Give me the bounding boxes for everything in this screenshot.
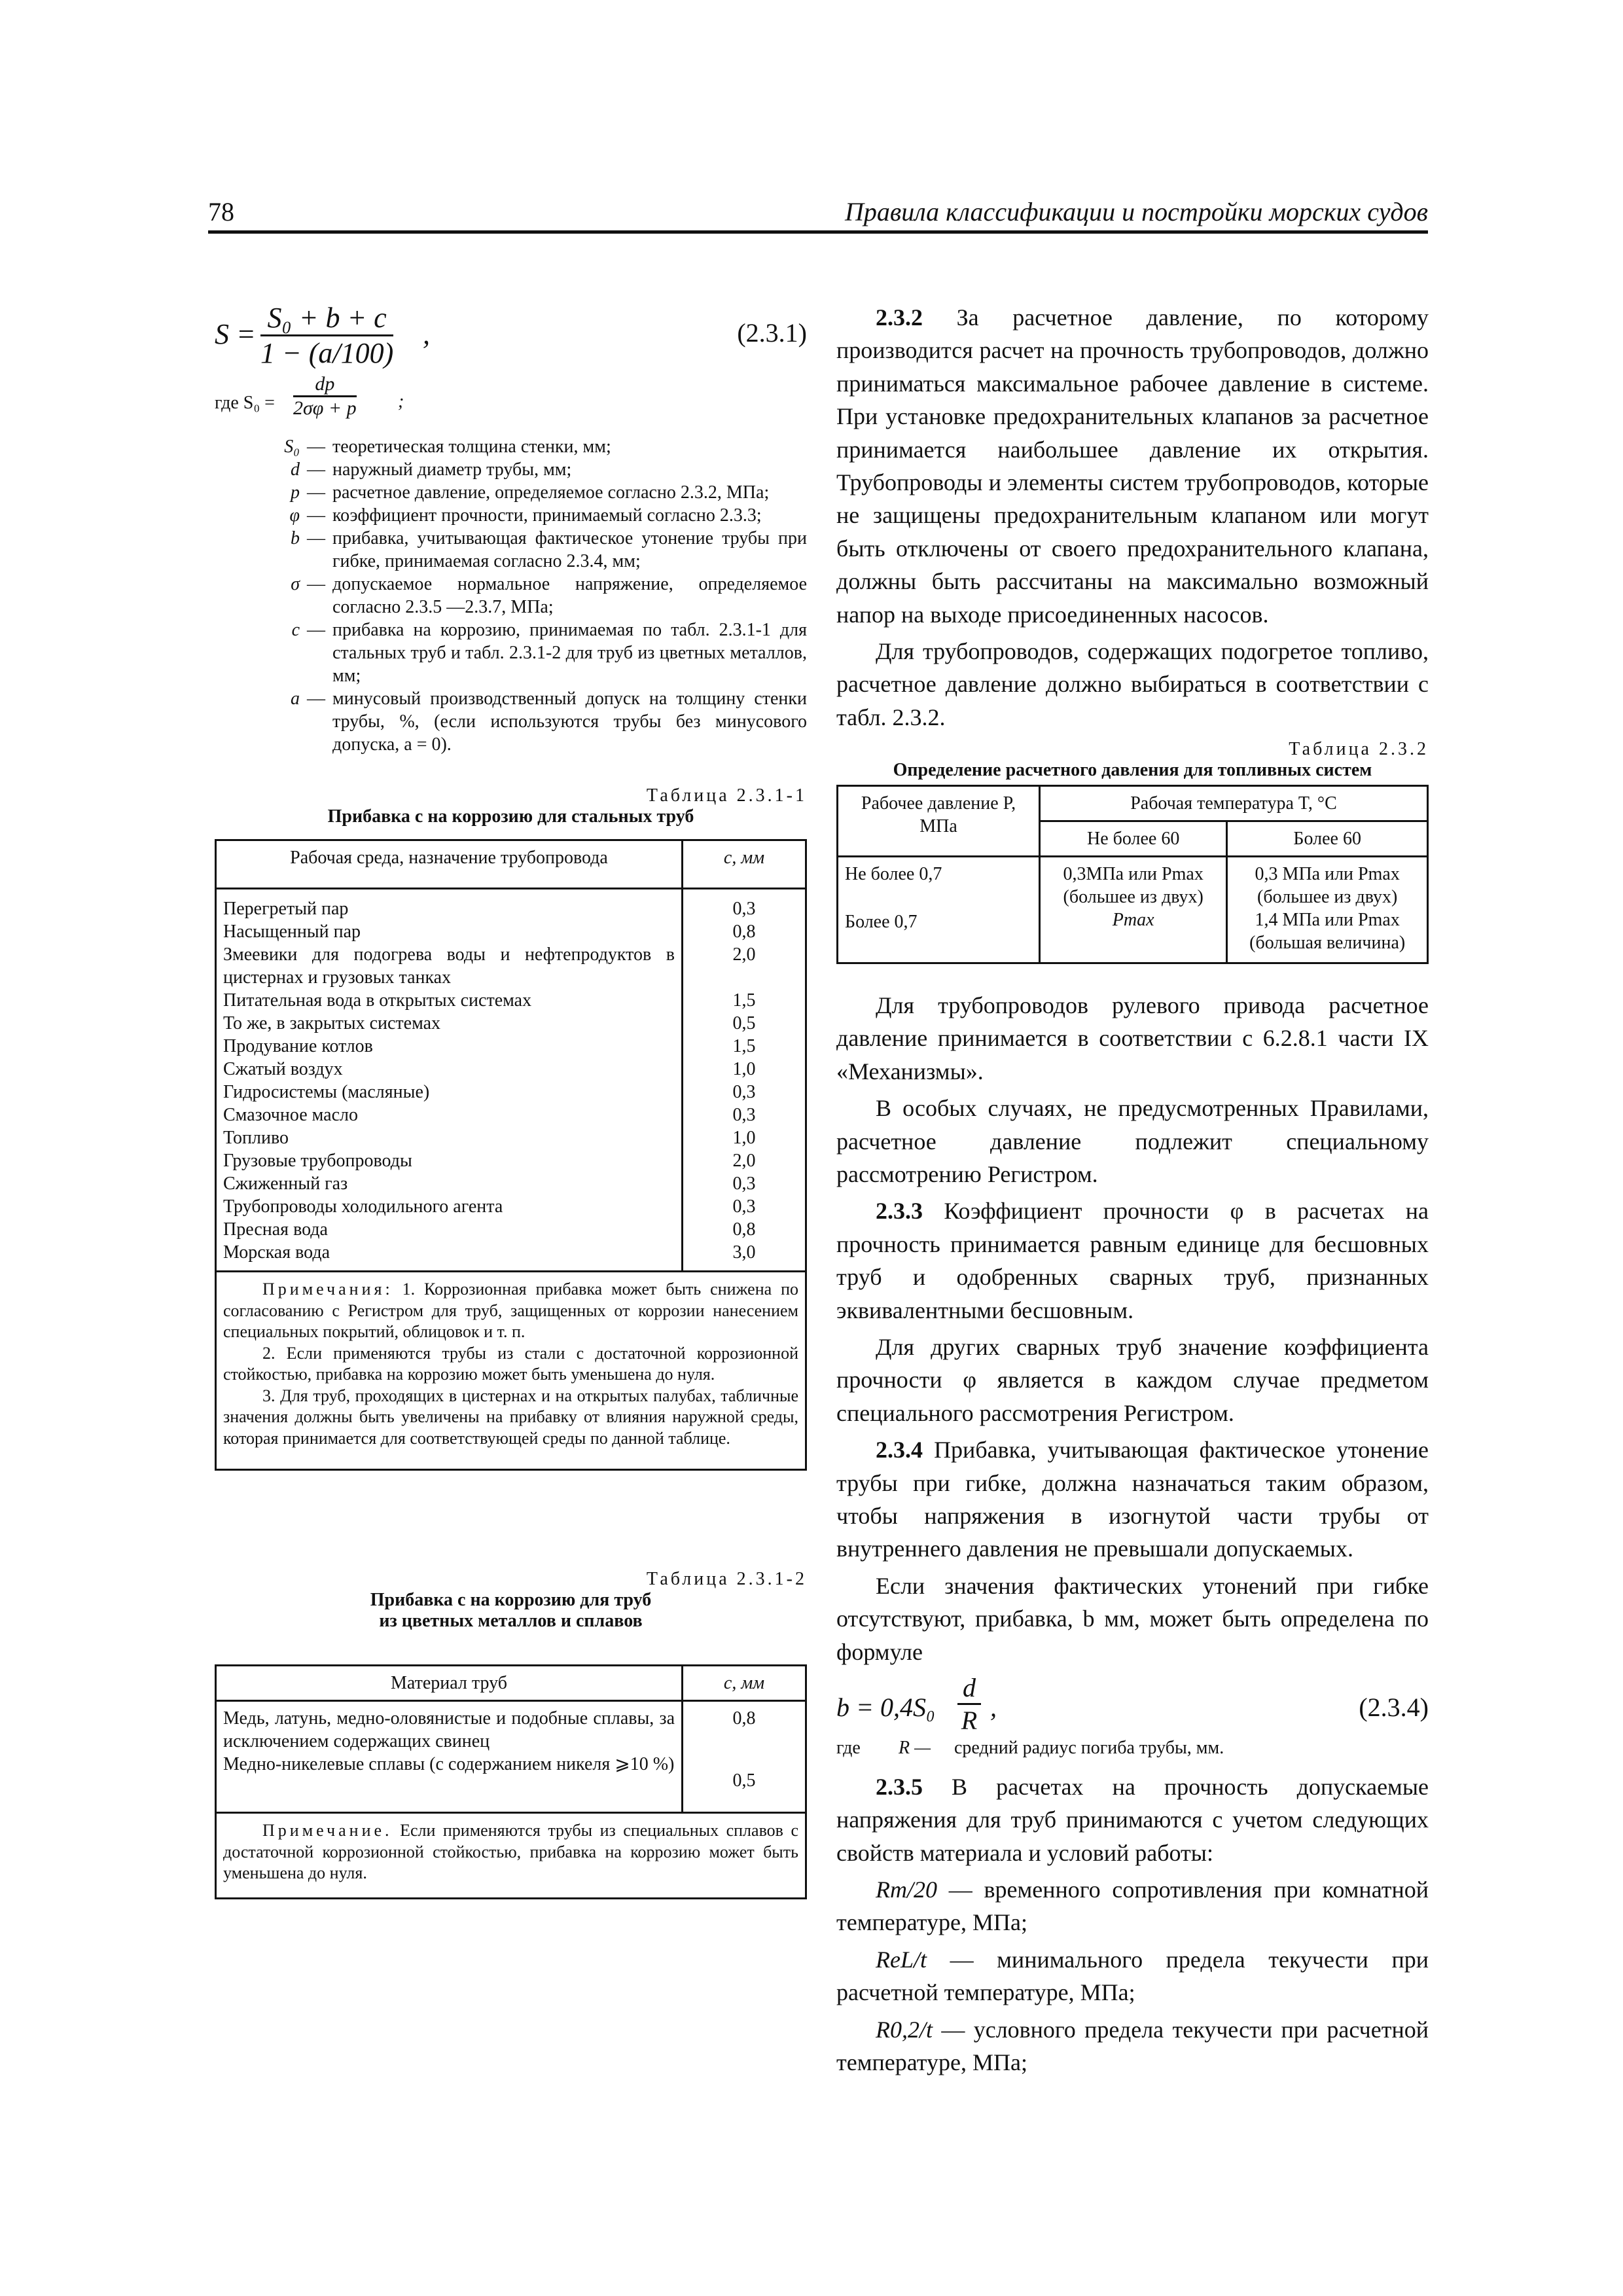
property-text: — временного сопротивления при комнатной температуре, МПа; — [836, 1876, 1429, 1936]
paragraph: Для трубопроводов рулевого привода расчетное давление принимается в соответствии с 6.2.8.1 части IX «Механизмы». — [836, 992, 1429, 1085]
left-column — [215, 301, 807, 1899]
row-name: Перегретый пар — [223, 899, 349, 919]
symbol-desc: наружный диаметр трубы, мм; — [332, 459, 572, 480]
table-label: Таблица 2.3.1-2 — [646, 1569, 807, 1589]
paragraph: Коэффициент прочности φ в расчетах на прочность принимается равным единице для бесшовных труб и одобренных сварных труб, признанных эквивалентными бесшовным. — [836, 1198, 1429, 1323]
formula-denominator: 1 − (a/100) — [260, 337, 394, 369]
table-names-cell — [216, 1701, 683, 1813]
table-names-cell — [216, 889, 683, 1272]
after-table-text — [836, 989, 1429, 1668]
symbol: a — [291, 689, 300, 709]
row-value: 1,5 — [732, 990, 756, 1011]
symbol-desc: прибавка на коррозию, принимаемая по табл. 2.3.1-1 для стальных труб и табл. 2.3.1-2 для труб из цветных металлов, мм; — [332, 620, 807, 686]
formula-fraction — [957, 1672, 981, 1736]
le60-cell — [1040, 857, 1227, 963]
row-name: Сжатый воздух — [223, 1059, 343, 1079]
row-name: Трубопроводы холодильного агента — [223, 1196, 503, 1217]
row-value: 0,5 — [732, 1770, 756, 1791]
header-rule — [208, 230, 1428, 234]
note-text: 2. Если применяются трубы из стали с достаточной коррозионной стойкостью, прибавка на коррозию может быть уменьшена до нуля. — [223, 1343, 798, 1384]
row-name: Питательная вода в открытых системах — [223, 990, 532, 1011]
symbol-list — [215, 435, 807, 756]
running-title: Правила классификации и постройки морских судов — [844, 197, 1428, 226]
pressure-value: Не более 0,7 — [845, 864, 942, 885]
formula-lhs: b = 0,4S₀ — [836, 1692, 935, 1722]
col-header: c, мм — [683, 840, 806, 889]
paragraph: В особых случаях, не предусмотренных Правилами, расчетное давление подлежит специальному рассмотрению Регистром. — [836, 1095, 1429, 1188]
table-label: Таблица 2.3.2 — [1289, 739, 1429, 760]
symbol-row: d — наружный диаметр трубы, мм; — [270, 458, 807, 481]
formula-number: (2.3.1) — [737, 318, 807, 348]
property-text: — минимального предела текучести при расчетной температуре, МПа; — [836, 1946, 1429, 2006]
symbol-row: b — прибавка, учитывающая фактическое утонение трубы при гибке, принимаемая согласно 2.3.4, мм; — [270, 527, 807, 573]
page-number: 78 — [208, 197, 234, 226]
symbol: φ — [289, 505, 300, 526]
symbol-row: S₀ — теоретическая толщина стенки, мм; — [270, 435, 807, 458]
row-value: 3,0 — [732, 1242, 756, 1263]
paragraph: Если значения фактических утонений при гибке отсутствуют, прибавка, b мм, может быть определена по формуле — [836, 1572, 1429, 1665]
symbol-desc: прибавка, учитывающая фактическое утонение трубы при гибке, принимаемая согласно 2.3.4, мм; — [332, 528, 807, 571]
table-title: из цветных металлов и сплавов — [379, 1611, 643, 1631]
formula-s0 — [215, 373, 807, 435]
col-header: Не более 60 — [1040, 821, 1227, 857]
symbol-row: a — минусовый производственный допуск на толщину стенки трубы, %, (если используются трубы без минусового допуска, a = 0). — [270, 687, 807, 756]
row-value: 0,8 — [732, 922, 756, 942]
table-title: Определение расчетного давления для топливных систем — [893, 760, 1372, 781]
col-header: Более 60 — [1227, 821, 1428, 857]
gt60-cell — [1227, 857, 1428, 963]
formula-numerator: d — [957, 1672, 981, 1705]
formula-lhs: S = — [215, 318, 256, 350]
cell-value: Pmax — [1112, 910, 1154, 931]
symbol-desc: минусовый производственный допуск на толщину стенки трубы, %, (если используются трубы без минусового допуска, a = 0). — [332, 689, 807, 755]
paragraph: Для трубопроводов, содержащих подогретое топливо, расчетное давление должно выбираться в соответствии с табл. 2.3.2. — [836, 637, 1429, 730]
section-2-3-2 — [836, 301, 1429, 734]
row-value: 1,0 — [732, 1059, 756, 1079]
row-value: 0,5 — [732, 1013, 756, 1033]
formula-2-3-1 — [215, 301, 807, 373]
formula-s0-numerator: dp — [293, 373, 357, 397]
note-label: Примечания: — [262, 1280, 393, 1299]
paragraph: За расчетное давление, по которому производится расчет на прочность трубопроводов, должно приниматься максимальное рабочее давление в системе. При установке предохранительных клапанов за расчетное принимается наибольшее давление их открытия. Трубопроводы и элементы систем трубопроводов, которые не защищены предохранительным клапаном или могут быть отключены от своего предохранительного клапана, должны быть рассчитаны на максимально возможный напор на выходе присоединенных насосов. — [836, 304, 1429, 628]
row-value: 0,8 — [732, 1708, 756, 1729]
table-values-cell — [683, 889, 806, 1272]
table-note — [216, 1272, 806, 1470]
formula-tail: , — [423, 318, 430, 350]
row-value: 0,8 — [732, 1219, 756, 1240]
row-value: 2,0 — [732, 1151, 756, 1171]
symbol-desc: расчетное давление, определяемое согласно 2.3.2, МПа; — [332, 482, 770, 503]
row-value: 0,3 — [732, 1174, 756, 1194]
row-name: Медь, латунь, медно-оловянистые и подобные сплавы, за исключением содержащих свинец — [223, 1708, 675, 1751]
row-value: 2,0 — [732, 944, 756, 965]
formula-fraction — [260, 301, 393, 370]
property-symbol: R0,2/t — [876, 2016, 933, 2043]
symbol-desc: допускаемое нормальное напряжение, определяемое согласно 2.3.5 —2.3.7, МПа; — [332, 574, 807, 617]
formula-s0-fraction — [293, 373, 357, 420]
col-header: Рабочая среда, назначение трубопровода — [216, 840, 683, 889]
row-value: 1,0 — [732, 1128, 756, 1148]
cell-value: 1,4 МПа или Pmax (большая величина) — [1249, 910, 1406, 954]
formula-where — [836, 1738, 1429, 1759]
formula-s0-denominator: 2σφ + p — [293, 397, 357, 419]
row-name: Топливо — [223, 1128, 289, 1148]
symbol: b — [291, 528, 300, 548]
row-value: 1,5 — [732, 1036, 756, 1056]
pressure-cell — [838, 857, 1040, 963]
row-name: Медно-никелевые сплавы (с содержанием никеля ⩾10 %) — [223, 1754, 675, 1774]
formula-s0-tail: ; — [398, 391, 404, 412]
formula-s0-prefix: где S₀ = — [215, 393, 275, 413]
symbol: σ — [291, 574, 300, 594]
note-text: 3. Для труб, проходящих в цистернах и на открытых палубах, табличные значения должны быть увеличены на прибавку от влияния наружной среды, которая принимается для соответствующей среды по данной таблице. — [223, 1386, 798, 1448]
row-name: Морская вода — [223, 1242, 330, 1263]
property-symbol: ReL/t — [876, 1946, 927, 1973]
note-text: 1. Коррозионная прибавка может быть снижена по согласованию с Регистром для труб, защищенных от коррозии нанесением специальных покрытий, облицовок и т. п. — [223, 1280, 799, 1341]
symbol: d — [291, 459, 300, 480]
table-2-3-1-1 — [215, 839, 807, 1471]
cell-value: 0,3МПа или Pmax (большее из двух) — [1063, 864, 1204, 908]
table-label: Таблица 2.3.1-1 — [646, 785, 807, 806]
col-header: Материал труб — [216, 1666, 683, 1701]
table-2-3-2 — [836, 785, 1429, 964]
paragraph: Для других сварных труб значение коэффициента прочности φ является в каждом случае предметом специального рассмотрения Регистром. — [836, 1333, 1429, 1426]
table-title: Прибавка с на коррозию для стальных труб — [327, 806, 694, 827]
cell-value: 0,3 МПа или Pmax (большее из двух) — [1255, 864, 1400, 908]
formula-numerator: S₀ + b + c — [260, 301, 393, 336]
symbol-row: c — прибавка на коррозию, принимаемая по табл. 2.3.1-1 для стальных труб и табл. 2.3.1-2 для труб из цветных металлов, мм; — [270, 619, 807, 687]
section-number: 2.3.5 — [876, 1773, 923, 1800]
property-text: — условного предела текучести при расчетной температуре, МПа; — [836, 2016, 1429, 2076]
symbol: c — [291, 620, 300, 640]
row-name: Грузовые трубопроводы — [223, 1151, 412, 1171]
table-2-3-1-2 — [215, 1664, 807, 1899]
formula-2-3-4 — [836, 1672, 1429, 1738]
symbol-row: φ — коэффициент прочности, принимаемый согласно 2.3.3; — [270, 504, 807, 527]
paragraph: В расчетах на прочность допускаемые напряжения для труб принимаются с учетом следующих свойств материала и условий работы: — [836, 1773, 1429, 1866]
where-symbol: R — — [899, 1737, 931, 1758]
note-label: Примечание. — [262, 1821, 393, 1840]
row-value: 0,3 — [732, 899, 756, 919]
section-2-3-5 — [836, 1770, 1429, 2079]
formula-denominator: R — [961, 1705, 978, 1735]
section-number: 2.3.2 — [876, 304, 923, 331]
table-values-cell — [683, 1701, 806, 1813]
symbol-desc: коэффициент прочности, принимаемый согласно 2.3.3; — [332, 505, 762, 526]
row-name: То же, в закрытых системах — [223, 1013, 441, 1033]
row-value: 0,3 — [732, 1082, 756, 1102]
row-name: Продувание котлов — [223, 1036, 373, 1056]
row-value: 0,3 — [732, 1196, 756, 1217]
row-name: Гидросистемы (масляные) — [223, 1082, 430, 1102]
row-name: Насыщенный пар — [223, 922, 361, 942]
col-header: c, мм — [683, 1666, 806, 1701]
right-column — [836, 301, 1429, 2083]
section-number: 2.3.3 — [876, 1198, 923, 1225]
col-header: Рабочее давление P, МПа — [838, 786, 1040, 857]
symbol-desc: теоретическая толщина стенки, мм; — [332, 437, 611, 457]
paragraph: Прибавка, учитывающая фактическое утонение трубы при гибке, должна назначаться таким образом, чтобы напряжения в изогнутой части трубы от внутреннего давления не превышали допускаемых. — [836, 1437, 1429, 1562]
pressure-value: Более 0,7 — [845, 912, 918, 933]
row-name: Пресная вода — [223, 1219, 328, 1240]
row-value: 0,3 — [732, 1105, 756, 1125]
symbol-row: p — расчетное давление, определяемое согласно 2.3.2, МПа; — [270, 481, 807, 504]
row-name: Сжиженный газ — [223, 1174, 348, 1194]
where-label: где — [836, 1737, 861, 1758]
note-text: Если применяются трубы из специальных сплавов с достаточной коррозионной стойкостью, прибавка на коррозию может быть уменьшена до нуля. — [223, 1821, 798, 1882]
symbol-row: σ — допускаемое нормальное напряжение, определяемое согласно 2.3.5 —2.3.7, МПа; — [270, 573, 807, 619]
table-title: Прибавка с на коррозию для труб — [370, 1590, 652, 1610]
property-symbol: Rm/20 — [876, 1876, 937, 1903]
table-note — [216, 1813, 806, 1899]
section-number: 2.3.4 — [876, 1437, 923, 1463]
symbol: S₀ — [284, 437, 300, 457]
row-name: Смазочное масло — [223, 1105, 358, 1125]
where-desc: средний радиус погиба трубы, мм. — [954, 1737, 1224, 1758]
col-header: Рабочая температура T, °C — [1040, 786, 1428, 821]
formula-number: (2.3.4) — [1359, 1692, 1429, 1722]
symbol: p — [291, 482, 300, 503]
formula-tail: , — [990, 1692, 997, 1722]
row-name: Змеевики для подогрева воды и нефтепродуктов в цистернах и грузовых танках — [223, 944, 675, 988]
